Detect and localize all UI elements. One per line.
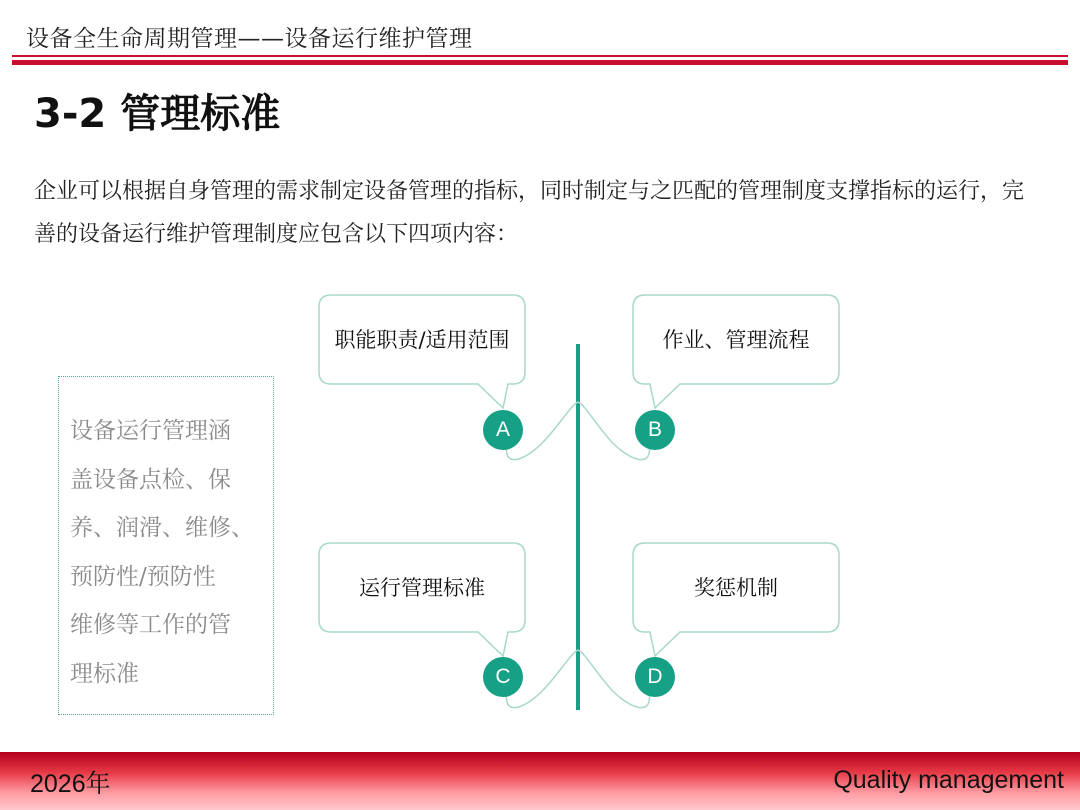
badge-b: B [635, 410, 675, 450]
header-title: 设备全生命周期管理——设备运行维护管理 [26, 26, 473, 52]
callout-c-label: 运行管理标准 [359, 576, 485, 600]
badge-d: D [635, 657, 675, 697]
callout-d-label: 奖惩机制 [694, 576, 778, 600]
footer-tagline: Quality management [833, 766, 1064, 794]
section-title: 3-2 管理标准 [34, 91, 281, 137]
callout-b-label: 作业、管理流程 [662, 328, 810, 352]
badge-a: A [483, 410, 523, 450]
intro-paragraph: 企业可以根据自身管理的需求制定设备管理的指标，同时制定与之匹配的管理制度支撑指标的运行，完善的设备运行维护管理制度应包含以下四项内容： [34, 179, 1025, 247]
side-note-text: 设备运行管理涵 盖设备点检、保 养、润滑、维修、 预防性/预防性 维修等工作的管 理标准 [70, 418, 254, 687]
callout-a-label: 职能职责/适用范围 [334, 328, 510, 352]
badge-c: C [483, 657, 523, 697]
footer-year: 2026年 [30, 770, 111, 798]
